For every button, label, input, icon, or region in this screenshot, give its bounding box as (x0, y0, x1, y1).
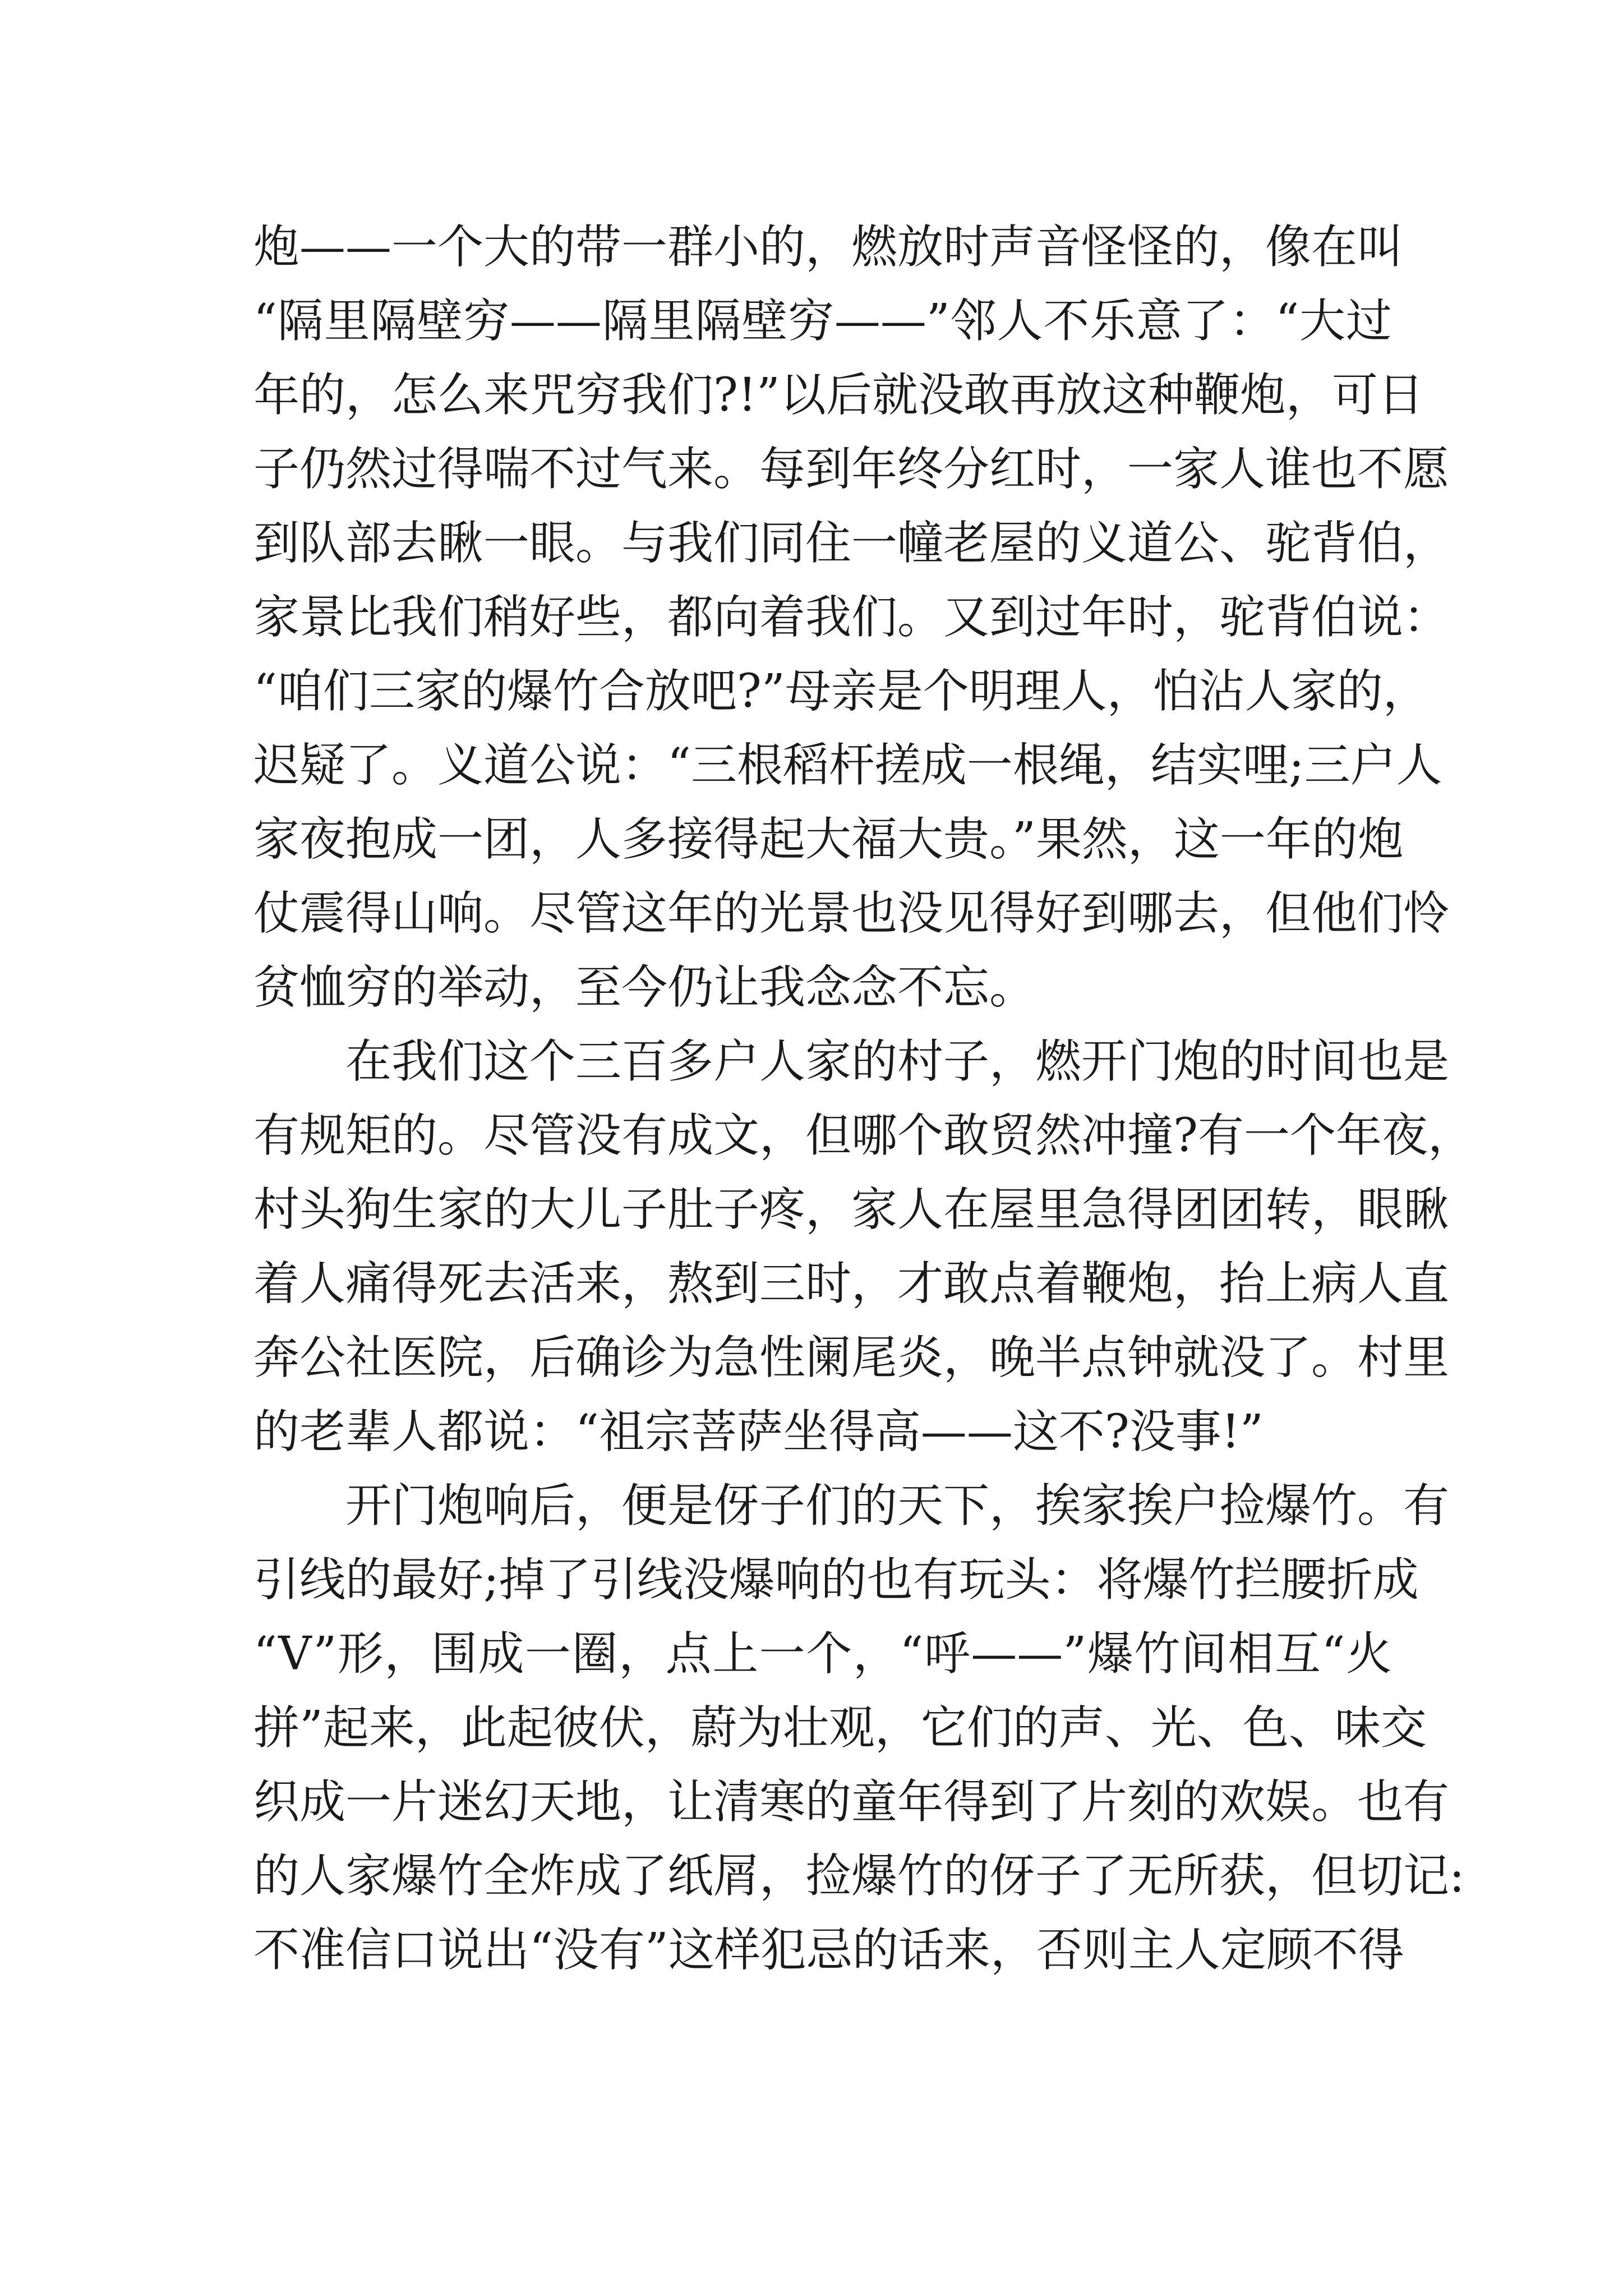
text-line: 子仍然过得喘不过气来。每到年终分红时，一家人谁也不愿 (253, 443, 1450, 496)
paragraph-first-line: 在我们这个三百多户人家的村子，燃开门炮的时间也是 (345, 1035, 1450, 1088)
text-line: 贫恤穷的举动，至今仍让我念念不忘。 (253, 961, 1036, 1014)
text-line: 炮——一个大的带一群小的，燃放时声音怪怪的，像在叫 (253, 220, 1404, 274)
text-line: 着人痛得死去活来，熬到三时，才敢点着鞭炮，抬上病人直 (253, 1257, 1450, 1310)
text-line: 村头狗生家的大儿子肚子疼，家人在屋里急得团团转，眼瞅 (253, 1183, 1450, 1236)
text-line: 仗震得山响。尽管这年的光景也没见得好到哪去，但他们怜 (253, 887, 1450, 940)
text-line: 织成一片迷幻天地，让清寒的童年得到了片刻的欢娱。也有 (253, 1775, 1450, 1829)
text-line: 引线的最好;掉了引线没爆响的也有玩头：将爆竹拦腰折成 (253, 1553, 1419, 1607)
text-line: 迟疑了。义道公说：“三根稻杆搓成一根绳，结实哩;三户人 (253, 739, 1442, 792)
text-line: 年的，怎么来咒穷我们?!”以后就没敢再放这种鞭炮，可日 (253, 369, 1424, 422)
text-line: 家景比我们稍好些，都向着我们。又到过年时，驼背伯说： (253, 591, 1450, 644)
text-line: 不准信口说出“没有”这样犯忌的话来，否则主人定顾不得 (253, 1924, 1404, 1977)
text-line: “隔里隔壁穷——隔里隔壁穷——”邻人不乐意了：“大过 (253, 295, 1392, 348)
text-line: 拼”起来，此起彼伏，蔚为壮观，它们的声、光、色、味交 (253, 1701, 1427, 1755)
text-line: 奔公社医院，后确诊为急性阑尾炎，晚半点钟就没了。村里 (253, 1331, 1450, 1384)
text-line: “咱们三家的爆竹合放吧?”母亲是个明理人，怕沾人家的， (253, 665, 1429, 718)
paragraph-first-line: 开门炮响后，便是伢子们的天下，挨家挨户捡爆竹。有 (345, 1479, 1450, 1533)
body-text (253, 210, 1474, 1987)
text-line: “V”形，围成一圈，点上一个，“呼——”爆竹间相互“火 (253, 1627, 1392, 1681)
text-line: 的人家爆竹全炸成了纸屑，捡爆竹的伢子了无所获，但切记: (253, 1849, 1465, 1903)
text-line: 的老辈人都说：“祖宗菩萨坐得高——这不?没事!” (253, 1405, 1264, 1458)
text-line: 到队部去瞅一眼。与我们同住一幢老屋的义道公、驼背伯， (253, 517, 1450, 570)
text-line: 家夜抱成一团，人多接得起大福大贵。”果然，这一年的炮 (253, 813, 1404, 866)
text-line: 有规矩的。尽管没有成文，但哪个敢贸然冲撞?有一个年夜， (253, 1109, 1474, 1162)
